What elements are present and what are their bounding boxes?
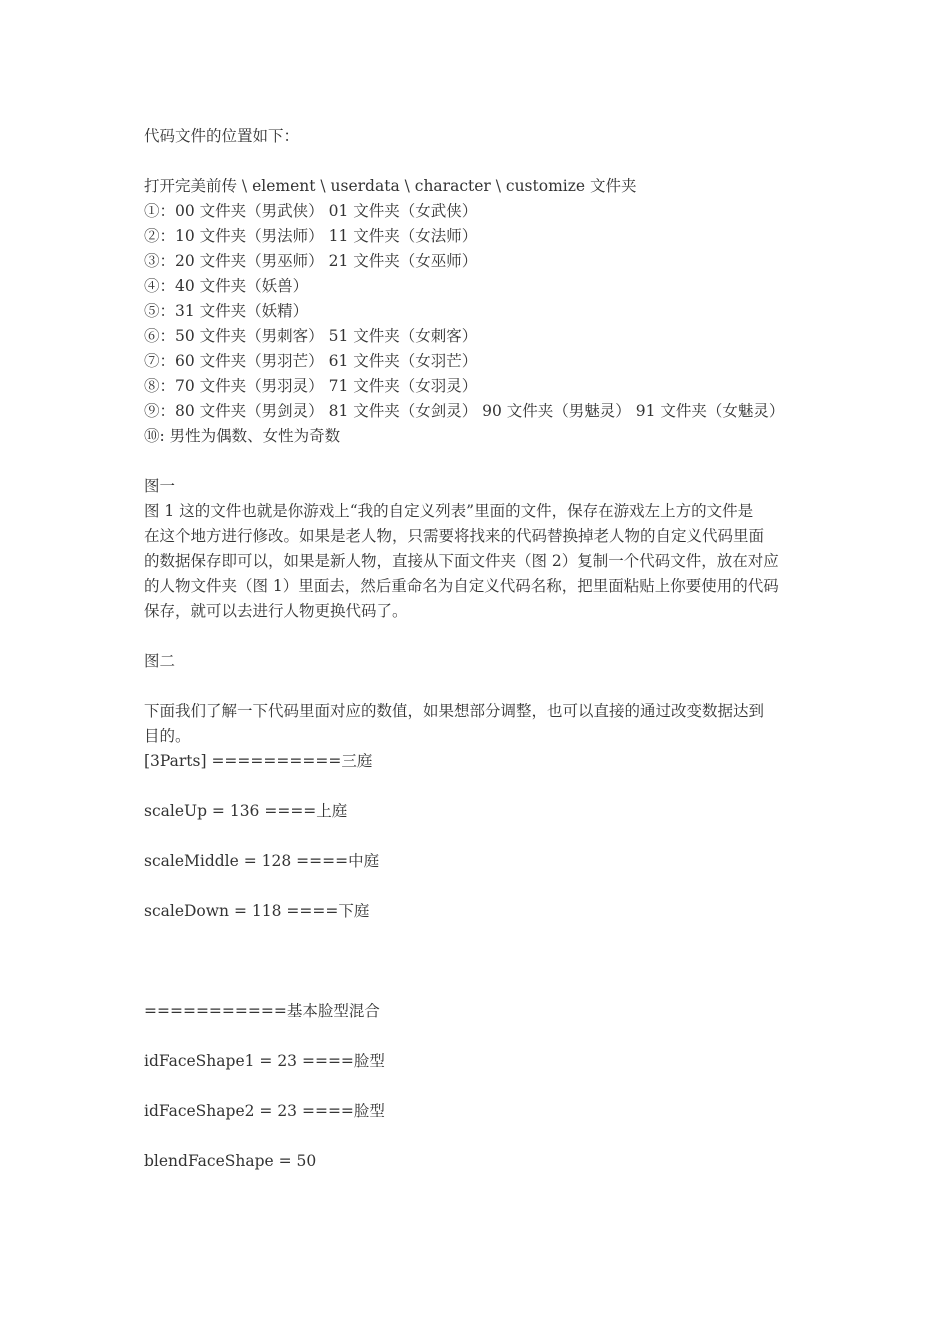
- spacer: [144, 824, 810, 849]
- paragraph-line: 目的。: [144, 727, 191, 745]
- spacer: [144, 974, 810, 999]
- paragraph-line: 保存，就可以去进行人物更换代码了。: [144, 602, 408, 620]
- spacer: [144, 1024, 810, 1049]
- code-line: blendFaceShape = 50: [144, 1152, 317, 1170]
- intro-text: 代码文件的位置如下：: [144, 127, 300, 145]
- face-header: ===========基本脸型混合: [144, 1002, 380, 1020]
- folder-item: ⑧：70 文件夹（男羽灵） 71 文件夹（女羽灵）: [144, 377, 478, 395]
- parts-header: [3Parts] ==========三庭: [144, 752, 373, 770]
- code-line: scaleMiddle = 128 ====中庭: [144, 852, 380, 870]
- spacer: [144, 1074, 810, 1099]
- folder-item: ③：20 文件夹（男巫师） 21 文件夹（女巫师）: [144, 252, 478, 270]
- code-line: idFaceShape2 = 23 ====脸型: [144, 1102, 385, 1120]
- folder-item: ⑤：31 文件夹（妖精）: [144, 302, 309, 320]
- values-paragraph: [144, 699, 810, 749]
- document-body: [144, 124, 810, 1174]
- spacer: [144, 874, 810, 899]
- folder-item: ⑦：60 文件夹（男羽芒） 61 文件夹（女羽芒）: [144, 352, 478, 370]
- paragraph-line: 的人物文件夹（图 1）里面去，然后重命名为自定义代码名称，把里面粘贴上你要使用的代码: [144, 577, 779, 595]
- folder-item: ①：00 文件夹（男武侠） 01 文件夹（女武侠）: [144, 202, 478, 220]
- figure2-label: 图二: [144, 652, 176, 670]
- figure1-label: 图一: [144, 477, 176, 495]
- folder-item: ⑥：50 文件夹（男刺客） 51 文件夹（女刺客）: [144, 327, 478, 345]
- spacer: [144, 949, 810, 974]
- spacer: [144, 149, 810, 174]
- spacer: [144, 624, 810, 649]
- folder-item: ④：40 文件夹（妖兽）: [144, 277, 309, 295]
- figure1-paragraph: [144, 499, 810, 624]
- paragraph-line: 图 1 这的文件也就是你游戏上“我的自定义列表”里面的文件，保存在游戏左上方的文件是: [144, 502, 754, 520]
- folder-item: ⑨：80 文件夹（男剑灵） 81 文件夹（女剑灵） 90 文件夹（男魅灵） 91 文件夹（女魅灵）: [144, 402, 785, 420]
- paragraph-line: 下面我们了解一下代码里面对应的数值，如果想部分调整，也可以直接的通过改变数据达到: [144, 702, 765, 720]
- paragraph-line: 在这个地方进行修改。如果是老人物，只需要将找来的代码替换掉老人物的自定义代码里面: [144, 527, 765, 545]
- code-line: scaleDown = 118 ====下庭: [144, 902, 370, 920]
- paragraph-line: 的数据保存即可以，如果是新人物，直接从下面文件夹（图 2）复制一个代码文件，放在对应: [144, 552, 779, 570]
- spacer: [144, 1124, 810, 1149]
- code-line: scaleUp = 136 ====上庭: [144, 802, 348, 820]
- code-line: idFaceShape1 = 23 ====脸型: [144, 1052, 385, 1070]
- folder-item: ②：10 文件夹（男法师） 11 文件夹（女法师）: [144, 227, 478, 245]
- spacer: [144, 774, 810, 799]
- spacer: [144, 674, 810, 699]
- folder-item: ⑩: 男性为偶数、女性为奇数: [144, 427, 341, 445]
- spacer: [144, 449, 810, 474]
- path-text: 打开完美前传 \ element \ userdata \ character \ customize 文件夹: [144, 177, 637, 195]
- spacer: [144, 924, 810, 949]
- folder-list: [144, 199, 810, 449]
